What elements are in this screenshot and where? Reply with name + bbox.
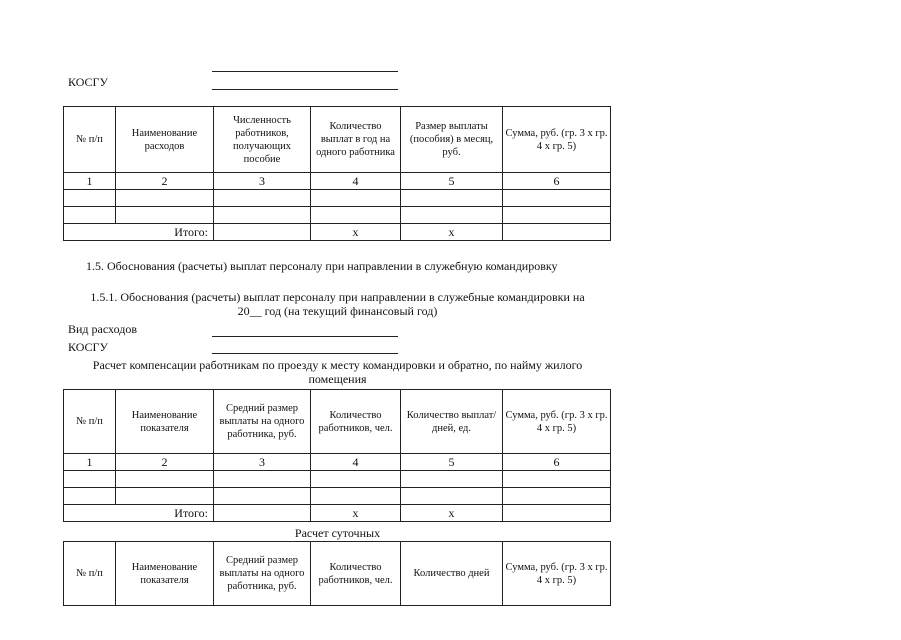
- x-mark: х: [401, 224, 503, 241]
- table-header-row: [64, 542, 611, 606]
- table-cell: [401, 471, 503, 488]
- header-cell: Сумма, руб. (гр. 3 х гр. 4 х гр. 5): [503, 390, 611, 454]
- table-cell: [116, 207, 214, 224]
- table-cell: [401, 488, 503, 505]
- table-cell: [311, 190, 401, 207]
- compensation-title: Расчет компенсации работникам по проезду к месту командировки и обратно, по найму жилого: [92, 358, 583, 372]
- header-cell: № п/п: [64, 390, 116, 454]
- table-cell: [214, 207, 311, 224]
- x-mark: х: [401, 505, 503, 522]
- section-1-5-1-year: 20__ год (на текущий финансовый год): [237, 304, 438, 318]
- column-number-row: [64, 454, 611, 471]
- header-cell: Количество дней: [401, 542, 503, 606]
- column-number-row: [64, 173, 611, 190]
- table-header-row: [64, 107, 611, 173]
- table-row: [64, 190, 611, 207]
- table-cell: [401, 207, 503, 224]
- header-cell: № п/п: [64, 107, 116, 173]
- column-number: 3: [214, 173, 311, 190]
- table-cell: [311, 471, 401, 488]
- header-cell: Количество выплат в год на одного работника: [311, 107, 401, 173]
- kosgu-line: [212, 353, 398, 354]
- benefits-table: [63, 106, 611, 241]
- table-cell: [64, 488, 116, 505]
- total-label: Итого:: [64, 224, 214, 241]
- x-mark: х: [311, 224, 401, 241]
- header-cell: Наименование показателя: [116, 542, 214, 606]
- table-cell: [503, 190, 611, 207]
- column-number: 1: [64, 173, 116, 190]
- section-1-5-heading: 1.5. Обоснования (расчеты) выплат персоналу при направлении в служебную командировку: [86, 259, 558, 273]
- table-cell: [503, 207, 611, 224]
- header-cell: Наименование расходов: [116, 107, 214, 173]
- table-cell: [311, 207, 401, 224]
- table-cell: [503, 488, 611, 505]
- column-number: 4: [311, 173, 401, 190]
- table-cell: [214, 488, 311, 505]
- header-cell: Сумма, руб. (гр. 3 х гр. 4 х гр. 5): [503, 542, 611, 606]
- table-cell: [401, 190, 503, 207]
- header-cell: Количество работников, чел.: [311, 542, 401, 606]
- table-row: [64, 471, 611, 488]
- kosgu-line: [212, 89, 398, 90]
- header-cell: Средний размер выплаты на одного работника, руб.: [214, 390, 311, 454]
- header-cell: Средний размер выплаты на одного работника, руб.: [214, 542, 311, 606]
- compensation-table: [63, 389, 611, 522]
- column-number: 5: [401, 173, 503, 190]
- table-cell: [116, 488, 214, 505]
- column-number: 2: [116, 173, 214, 190]
- header-cell: № п/п: [64, 542, 116, 606]
- table-cell: [503, 224, 611, 241]
- table-row: [64, 207, 611, 224]
- table-header-row: [64, 390, 611, 454]
- table-cell: [64, 471, 116, 488]
- column-number: 4: [311, 454, 401, 471]
- table-row: [64, 488, 611, 505]
- kosgu-label: КОСГУ: [68, 75, 108, 89]
- expense-type-line: [212, 336, 398, 337]
- header-cell: Количество выплат/дней, ед.: [401, 390, 503, 454]
- column-number: 3: [214, 454, 311, 471]
- column-number: 1: [64, 454, 116, 471]
- total-row: [64, 505, 611, 522]
- table-cell: [503, 505, 611, 522]
- table-cell: [214, 224, 311, 241]
- blank-line: [212, 71, 398, 72]
- compensation-title-cont: помещения: [308, 372, 367, 386]
- table-cell: [214, 471, 311, 488]
- column-number: 2: [116, 454, 214, 471]
- table-cell: [214, 190, 311, 207]
- header-cell: Наименование показателя: [116, 390, 214, 454]
- x-mark: х: [311, 505, 401, 522]
- column-number: 5: [401, 454, 503, 471]
- header-cell: Количество работников, чел.: [311, 390, 401, 454]
- table-cell: [64, 190, 116, 207]
- table-cell: [214, 505, 311, 522]
- column-number: 6: [503, 454, 611, 471]
- column-number: 6: [503, 173, 611, 190]
- table-cell: [116, 471, 214, 488]
- expense-type-label: Вид расходов: [68, 322, 137, 336]
- header-cell: Размер выплаты (пособия) в месяц, руб.: [401, 107, 503, 173]
- kosgu-label: КОСГУ: [68, 340, 108, 354]
- per-diem-table: [63, 541, 611, 606]
- header-cell: Сумма, руб. (гр. 3 х гр. 4 х гр. 5): [503, 107, 611, 173]
- total-label: Итого:: [64, 505, 214, 522]
- table-cell: [311, 488, 401, 505]
- table-cell: [116, 190, 214, 207]
- header-cell: Численность работников, получающих пособие: [214, 107, 311, 173]
- table-cell: [64, 207, 116, 224]
- per-diem-title: Расчет суточных: [294, 526, 381, 540]
- total-row: [64, 224, 611, 241]
- section-1-5-1-heading: 1.5.1. Обоснования (расчеты) выплат персоналу при направлении в служебные командировки на: [90, 290, 585, 304]
- table-cell: [503, 471, 611, 488]
